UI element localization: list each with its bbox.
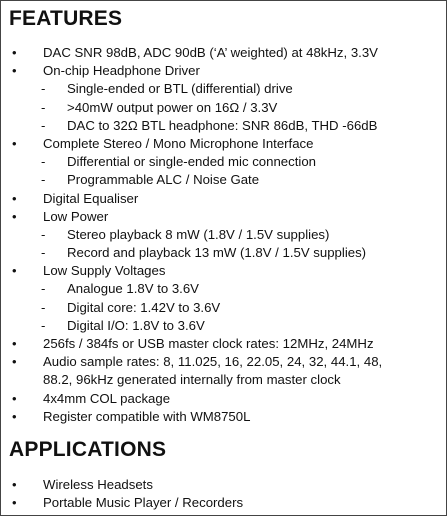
list-item: • DAC SNR 98dB, ADC 90dB (‘A’ weighted) at 48kHz, 3.3V [1, 44, 446, 62]
list-item: • On-chip Headphone Driver [1, 62, 446, 80]
list-item: • Register compatible with WM8750L [1, 408, 446, 426]
list-item: • Complete Stereo / Mono Microphone Interface [1, 135, 446, 153]
sub-list-item: - Programmable ALC / Noise Gate [1, 171, 446, 189]
list-item: • 256fs / 384fs or USB master clock rates: 12MHz, 24MHz [1, 335, 446, 353]
list-item: • Low Power [1, 208, 446, 226]
sub-list-item: - Record and playback 13 mW (1.8V / 1.5V supplies) [1, 244, 446, 262]
applications-list [1, 476, 446, 512]
list-item: • Digital Equaliser [1, 190, 446, 208]
applications-heading: APPLICATIONS [9, 438, 167, 461]
list-item-continuation: 88.2, 96kHz generated internally from master clock [43, 372, 341, 388]
list-item: • Low Supply Voltages [1, 262, 446, 280]
features-heading: FEATURES [9, 7, 123, 30]
sub-list-item: - Analogue 1.8V to 3.6V [1, 280, 446, 298]
sub-list-item: - >40mW output power on 16Ω / 3.3V [1, 99, 446, 117]
list-item: • Wireless Headsets [1, 476, 446, 494]
sub-list-item: - Differential or single-ended mic connection [1, 153, 446, 171]
list-item: • Portable Music Player / Recorders [1, 494, 446, 512]
sub-list-item: - Stereo playback 8 mW (1.8V / 1.5V supplies) [1, 226, 446, 244]
sub-list-item: - DAC to 32Ω BTL headphone: SNR 86dB, THD -66dB [1, 117, 446, 135]
features-list [1, 44, 446, 426]
sub-list-item: - Digital core: 1.42V to 3.6V [1, 299, 446, 317]
sub-list-item: - Single-ended or BTL (differential) drive [1, 80, 446, 98]
list-item: • Audio sample rates: 8, 11.025, 16, 22.05, 24, 32, 44.1, 48, [1, 353, 446, 371]
list-item: • 4x4mm COL package [1, 390, 446, 408]
sub-list-item: - Digital I/O: 1.8V to 3.6V [1, 317, 446, 335]
